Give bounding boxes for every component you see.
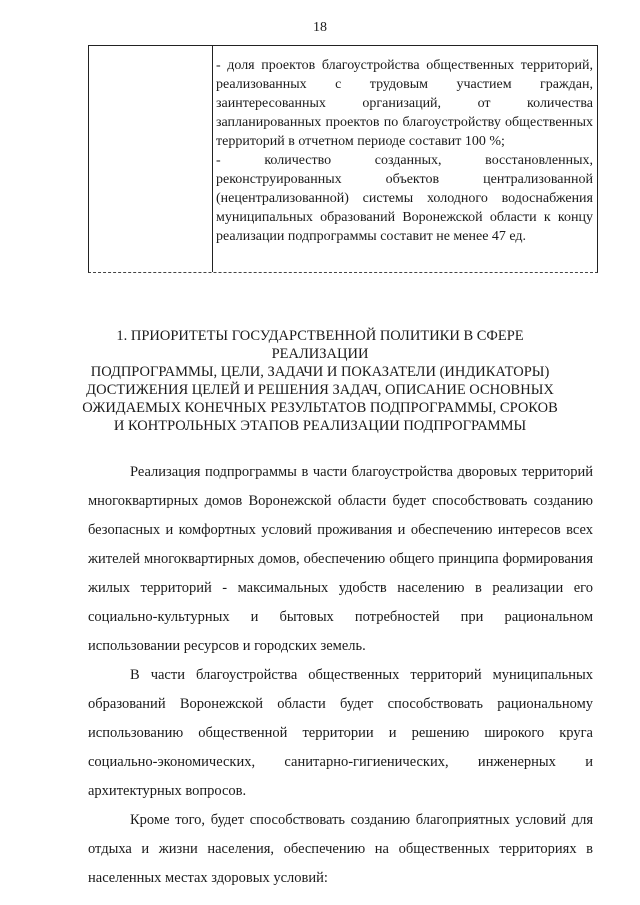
heading-line: ПОДПРОГРАММЫ, ЦЕЛИ, ЗАДАЧИ И ПОКАЗАТЕЛИ (ИНДИКАТОРЫ) xyxy=(90,364,550,380)
indicator-bullet-share: - доля проектов благоустройства общественных территорий, реализованных с трудовым участием граждан, заинтересованных организаций, от количества запланированных проектов по благоустройству общественных территорий в отчетном периоде составит 100 %; xyxy=(216,58,593,149)
heading-line: И КОНТРОЛЬНЫХ ЭТАПОВ РЕАЛИЗАЦИИ ПОДПРОГРАММЫ xyxy=(113,418,527,434)
heading-line: 1. ПРИОРИТЕТЫ ГОСУДАРСТВЕННОЙ ПОЛИТИКИ В СФЕРЕ xyxy=(116,328,524,344)
section-heading xyxy=(60,327,580,435)
continuation-table xyxy=(88,45,598,273)
indicator-bullet-water-objects: - количество созданных, восстановленных, реконструированных объектов централизованной (нецентрализованной) системы холодного водоснабжения муниципальных образований Воронежской области к концу реализации подпрограммы составит не менее 47 ед. xyxy=(216,153,593,244)
table-cell-indicators xyxy=(216,56,593,246)
table-column-divider xyxy=(212,46,213,272)
body-text xyxy=(88,458,593,893)
paragraph: Кроме того, будет способствовать созданию благоприятных условий для отдыха и жизни населения, обеспечению на общественных территориях в населенных местах здоровых условий: xyxy=(88,812,593,886)
paragraph: Реализация подпрограммы в части благоустройства дворовых территорий многоквартирных домов Воронежской области будет способствовать созданию безопасных и комфортных условий проживания и обеспечению интересов всех жителей многоквартирных домов, обеспечению общего принципа формирования жилых территорий - максимальных удобств населению в реализации его социально-культурных и бытовых потребностей при рациональном использовании ресурсов и городских земель. xyxy=(88,464,593,654)
heading-line: РЕАЛИЗАЦИИ xyxy=(271,346,369,362)
heading-line: ОЖИДАЕМЫХ КОНЕЧНЫХ РЕЗУЛЬТАТОВ ПОДПРОГРАММЫ, СРОКОВ xyxy=(82,400,558,416)
page-number: 18 xyxy=(313,20,327,35)
paragraph: В части благоустройства общественных территорий муниципальных образований Воронежской области будет способствовать рациональному использованию общественной территории и решению широкого круга социально-экономических, санитарно-гигиенических, инженерных и архитектурных вопросов. xyxy=(88,667,593,799)
heading-line: ДОСТИЖЕНИЯ ЦЕЛЕЙ И РЕШЕНИЯ ЗАДАЧ, ОПИСАНИЕ ОСНОВНЫХ xyxy=(86,382,554,398)
